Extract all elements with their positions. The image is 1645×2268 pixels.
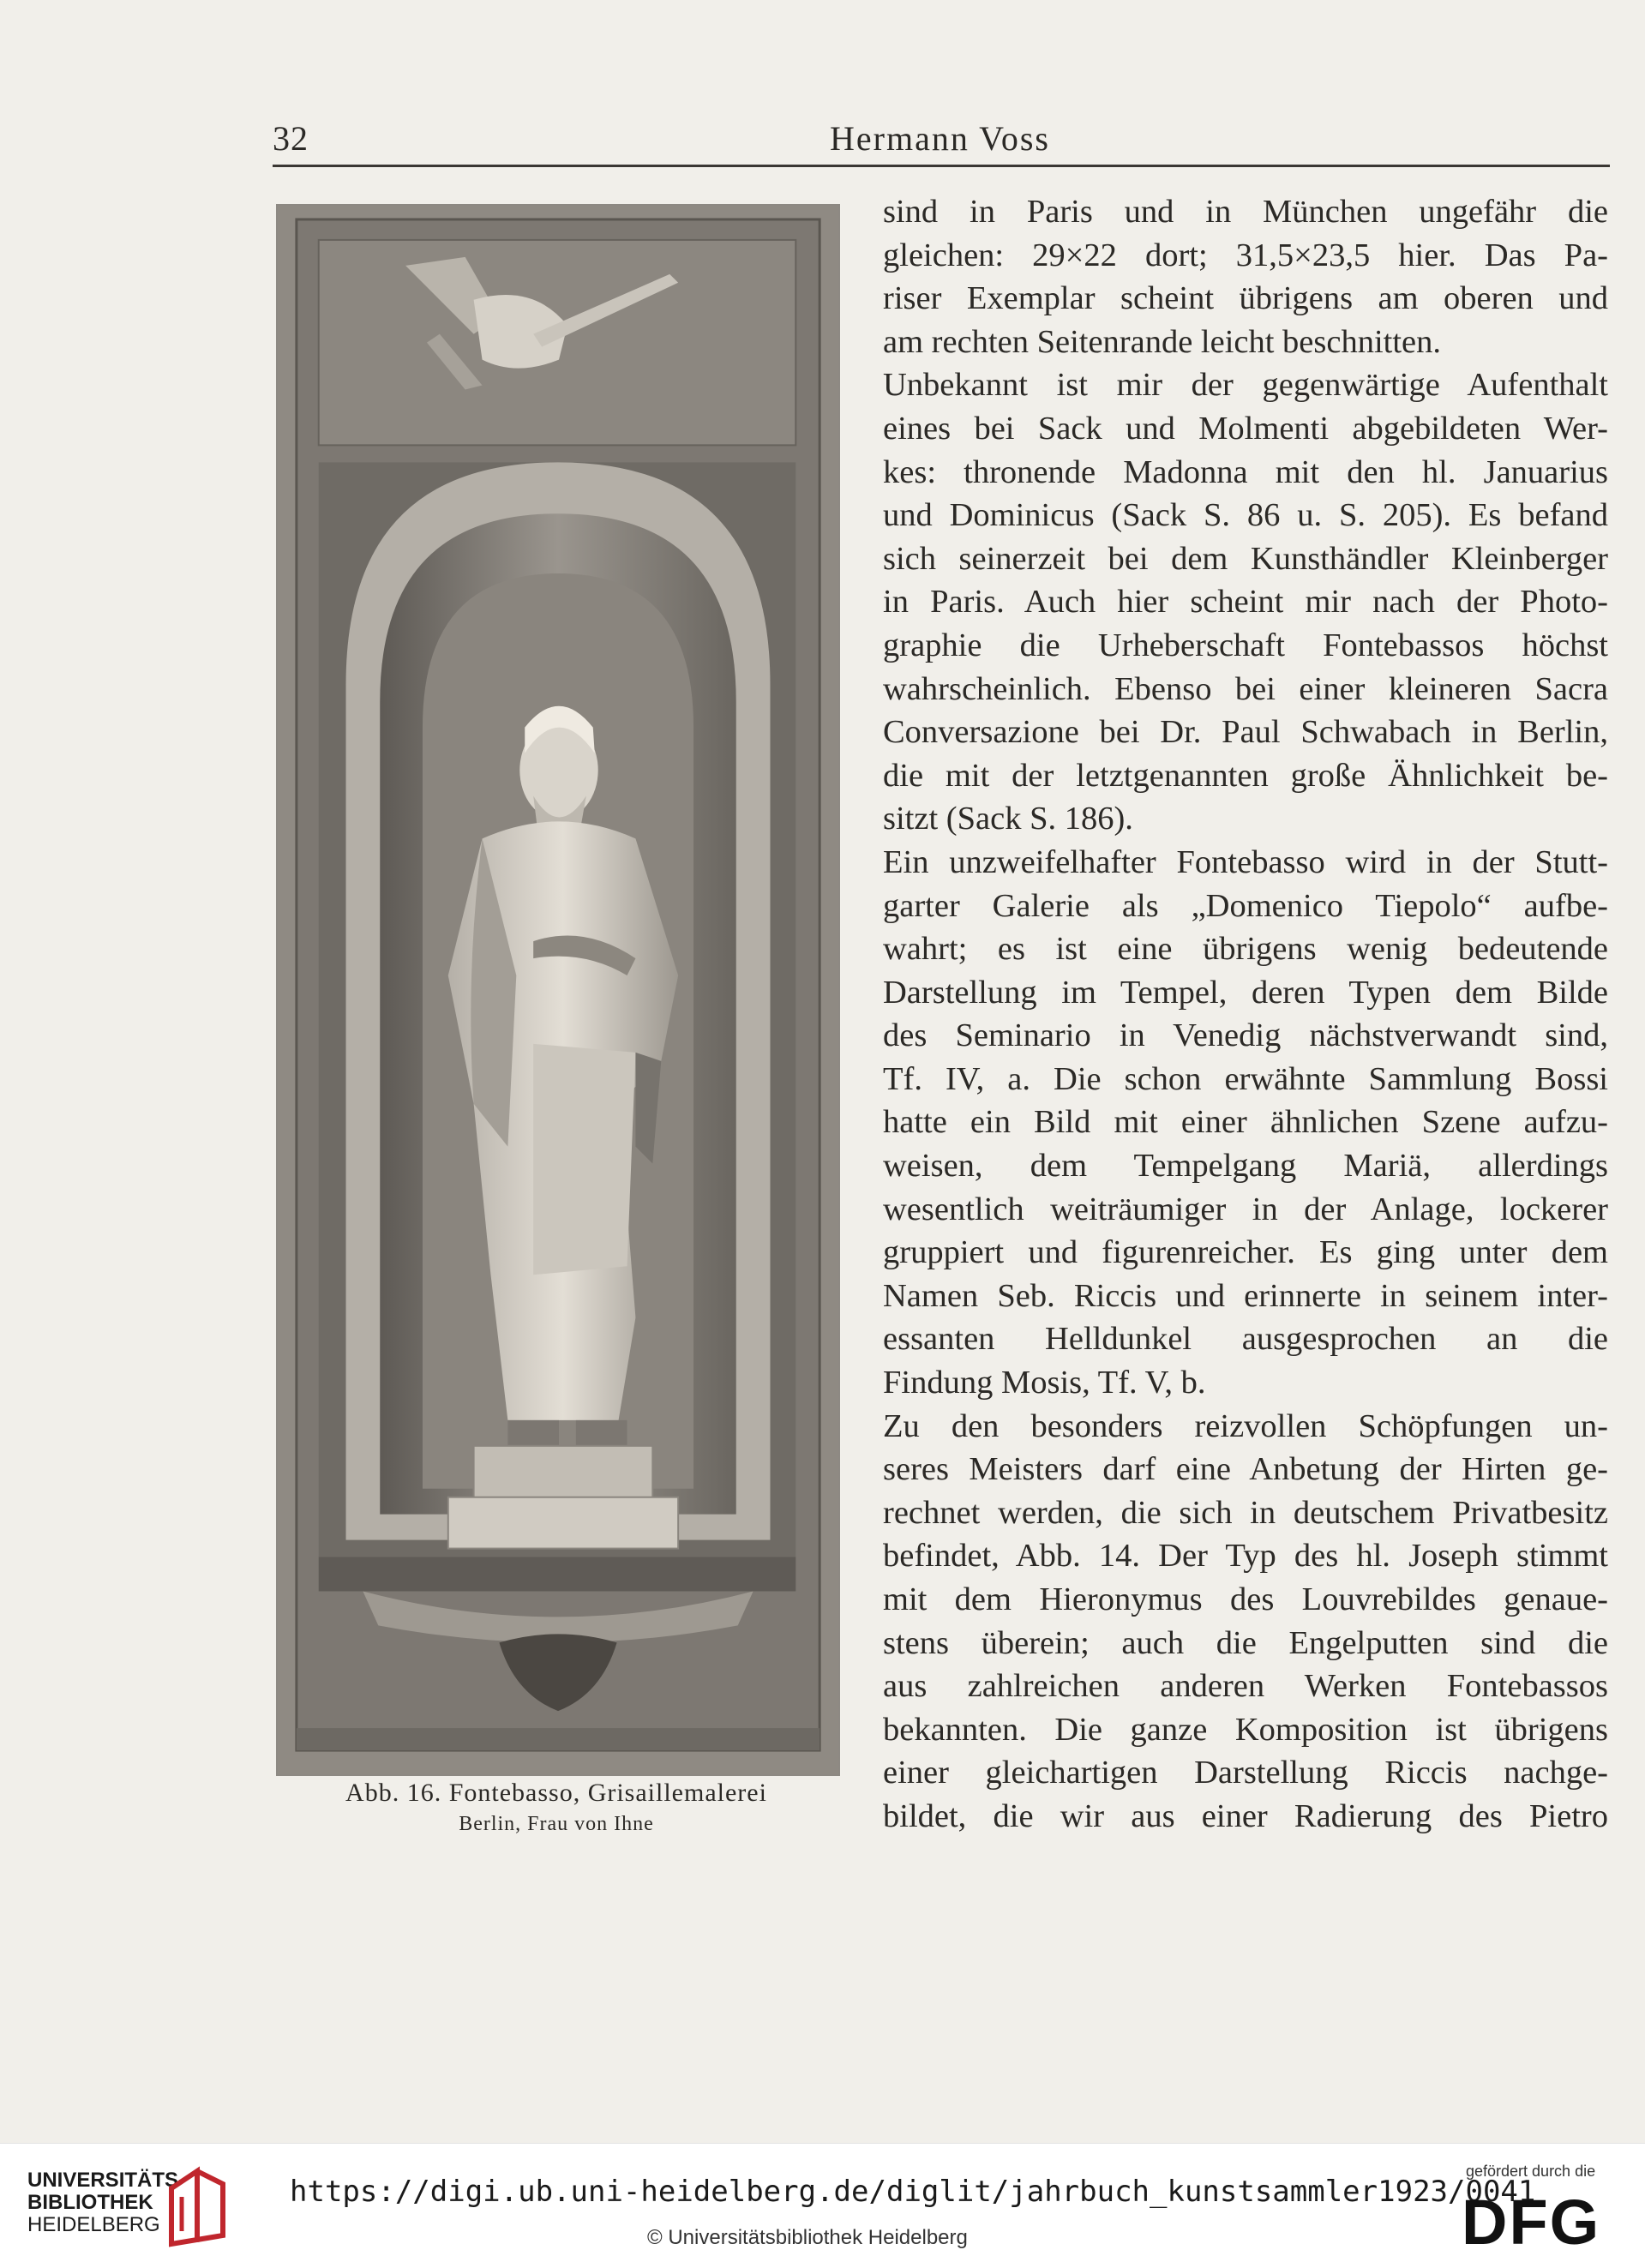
text-line: Darstellung im Tempel, deren Typen dem Bilde <box>883 974 1608 1011</box>
paragraph <box>883 1405 1608 1839</box>
text-line: aus zahlreichen anderen Werken Fontebassos <box>883 1668 1608 1705</box>
body-text-column <box>883 190 1608 1839</box>
text-line: kes: thronende Madonna mit den hl. Januarius <box>883 453 1608 490</box>
text-line: Conversazione bei Dr. Paul Schwabach in Berlin, <box>883 714 1608 751</box>
text-line: sich seinerzeit bei dem Kunsthändler Kleinberger <box>883 540 1608 577</box>
text-line: Unbekannt ist mir der gegenwärtige Aufenthalt <box>883 367 1608 404</box>
text-line: essanten Helldunkel ausgesprochen an die <box>883 1321 1608 1358</box>
viewer-footer <box>0 2143 1645 2268</box>
text-line: Tf. IV, a. Die schon erwähnte Sammlung Bossi <box>883 1060 1608 1097</box>
text-line: des Seminario in Venedig nächstverwandt sind, <box>883 1017 1608 1054</box>
text-line: weisen, dem Tempelgang Mariä, allerdings <box>883 1148 1608 1185</box>
library-name-line: HEIDELBERG <box>27 2213 160 2236</box>
text-line: die mit der letztgenannten große Ähnlichkeit be- <box>883 757 1608 794</box>
text-line: stens überein; auch die Engelputten sind die <box>883 1624 1608 1661</box>
figure-grisaille-painting <box>276 204 840 1776</box>
caption-title: Abb. 16. Fontebasso, Grisaillemalerei <box>345 1779 767 1807</box>
text-line: riser Exemplar scheint übrigens am oberen und <box>883 280 1608 317</box>
text-line: einer gleichartigen Darstellung Riccis nachge- <box>883 1755 1608 1791</box>
library-name-line: BIBLIOTHEK <box>27 2191 153 2214</box>
text-line: hatte ein Bild mit einer ähnlichen Szene aufzu- <box>883 1104 1608 1141</box>
text-line: garter Galerie als „Domenico Tiepolo“ aufbe- <box>883 887 1608 924</box>
statue-in-niche-image <box>278 206 838 1774</box>
text-line: rechnet werden, die sich in deutschem Privatbesitz <box>883 1494 1608 1531</box>
text-line: sind in Paris und in München ungefähr die <box>883 194 1608 230</box>
caption-location: Berlin, Frau von Ihne <box>459 1813 654 1835</box>
text-line: wahrscheinlich. Ebenso bei einer kleineren Sacra <box>883 670 1608 707</box>
text-line: Ein unzweifelhafter Fontebasso wird in der Stutt- <box>883 843 1608 880</box>
paragraph <box>883 190 1608 363</box>
figure-caption <box>273 1776 840 1838</box>
text-line: bekannten. Die ganze Komposition ist übrigens <box>883 1711 1608 1748</box>
paragraph <box>883 841 1608 1405</box>
text-line: Namen Seb. Riccis und erinnerte in seinem inter- <box>883 1277 1608 1314</box>
header-rule <box>273 165 1610 167</box>
text-line: gleichen: 29×22 dort; 31,5×23,5 hier. Das Pa- <box>883 237 1608 273</box>
text-line: befindet, Abb. 14. Der Typ des hl. Joseph stimmt <box>883 1538 1608 1575</box>
text-line: seres Meisters darf eine Anbetung der Hirten ge- <box>883 1451 1608 1488</box>
library-name <box>27 2169 185 2236</box>
document-url-link[interactable]: https://digi.ub.uni-heidelberg.de/diglit/jahrbuch_kunstsammler1923/0041 <box>290 2175 1536 2209</box>
text-line: graphie die Urheberschaft Fontebassos höchst <box>883 627 1608 663</box>
text-line: wahrt; es ist eine übrigens wenig bedeutende <box>883 931 1608 968</box>
text-line: Zu den besonders reizvollen Schöpfungen un- <box>883 1407 1608 1444</box>
university-library-logo-icon <box>163 2163 231 2248</box>
page-number: 32 <box>273 119 309 158</box>
text-line: eines bei Sack und Molmenti abgebildeten Wer- <box>883 410 1608 447</box>
text-line: mit dem Hieronymus des Louvrebildes genaue- <box>883 1581 1608 1617</box>
text-line: am rechten Seitenrande leicht beschnitten. <box>883 323 1442 360</box>
text-line: Findung Mosis, Tf. V, b. <box>883 1365 1206 1401</box>
text-line: sitzt (Sack S. 186). <box>883 801 1133 837</box>
text-line: und Dominicus (Sack S. 86 u. S. 205). Es befand <box>883 497 1608 534</box>
running-title: Hermann Voss <box>830 119 1050 158</box>
text-line: wesentlich weiträumiger in der Anlage, lockerer <box>883 1191 1608 1227</box>
text-line: gruppiert und figurenreicher. Es ging unter dem <box>883 1234 1608 1271</box>
paragraph <box>883 363 1608 841</box>
text-line: in Paris. Auch hier scheint mir nach der Photo- <box>883 584 1608 621</box>
copyright-notice: © Universitätsbibliothek Heidelberg <box>647 2226 968 2249</box>
text-line: bildet, die wir aus einer Radierung des Pietro <box>883 1797 1608 1834</box>
running-head <box>273 118 1610 161</box>
library-name-line: UNIVERSITÄTS- <box>27 2169 186 2192</box>
funder-label: gefördert durch die <box>1466 2163 1596 2180</box>
dfg-logo-icon: DFG <box>1462 2187 1601 2258</box>
